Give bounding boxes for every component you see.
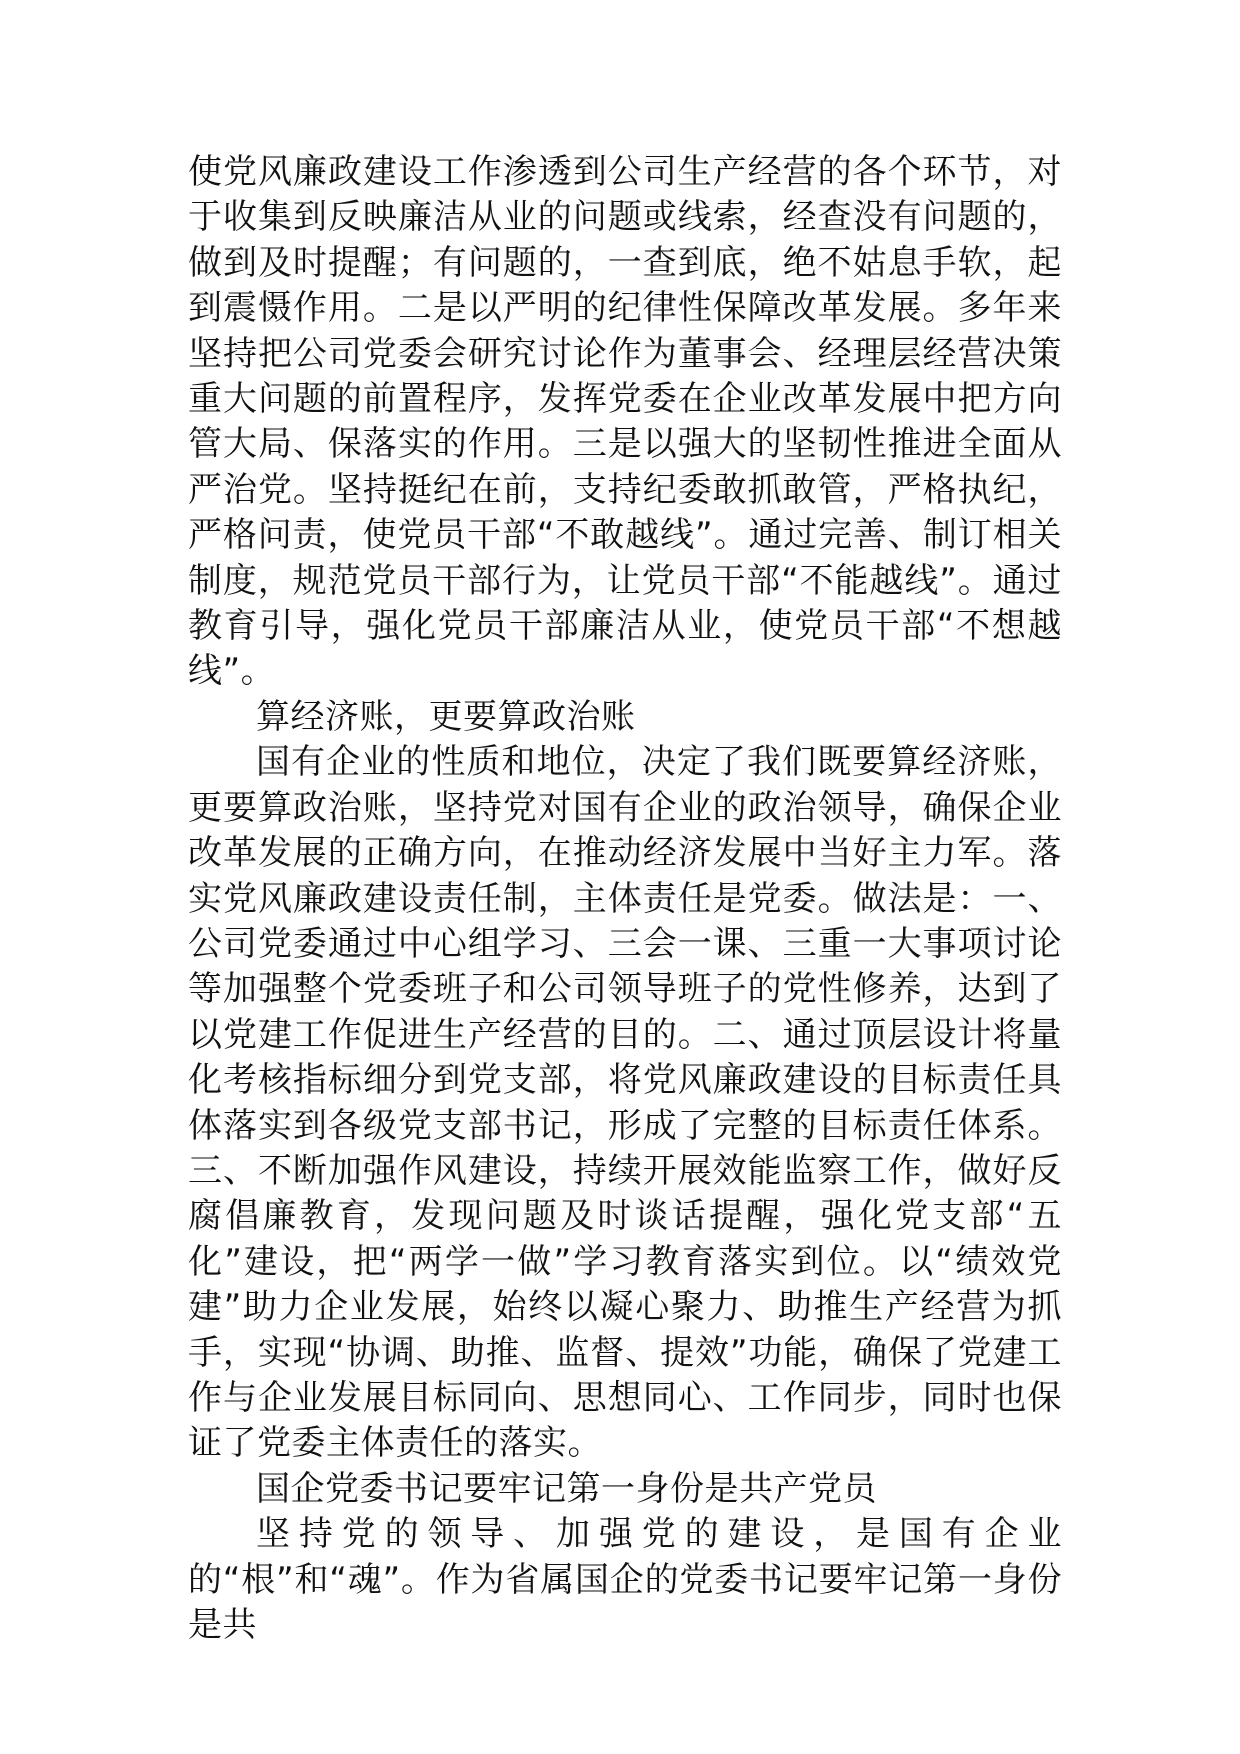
document-body <box>188 150 1062 1648</box>
paragraph-discipline-supervision: 使党风廉政建设工作渗透到公司生产经营的各个环节，对于收集到反映廉洁从业的问题或线索，经查没有问题的，做到及时提醒；有问题的，一查到底，绝不姑息手软，起到震慑作用。二是以严明的纪律性保障改革发展。多年来坚持把公司党委会研究讨论作为董事会、经理层经营决策重大问题的前置程序，发挥党委在企业改革发展中把方向管大局、保落实的作用。三是以强大的坚韧性推进全面从严治党。坚持挺纪在前，支持纪委敢抓敢管，严格执纪，严格问责，使党员干部“不敢越线”。通过完善、制订相关制度，规范党员干部行为，让党员干部“不能越线”。通过教育引导，强化党员干部廉洁从业，使党员干部“不想越线”。 <box>188 152 1062 692</box>
section-heading-party-secretary-identity: 国企党委书记要牢记第一身份是共产党员 <box>256 1468 877 1509</box>
section-heading-economic-political: 算经济账，更要算政治账 <box>256 696 636 737</box>
paragraph-party-responsibility: 国有企业的性质和地位，决定了我们既要算经济账，更要算政治账，坚持党对国有企业的政治领导，确保企业改革发展的正确方向，在推动经济发展中当好主力军。落实党风廉政建设责任制，主体责任是党委。做法是：一、公司党委通过中心组学习、三会一课、三重一大事项讨论等加强整个党委班子和公司领导班子的党性修养，达到了以党建工作促进生产经营的目的。二、通过顶层设计将量化考核指标细分到党支部，将党风廉政建设的目标责任具体落实到各级党支部书记，形成了完整的目标责任体系。三、不断加强作风建设，持续开展效能监察工作，做好反腐倡廉教育，发现问题及时谈话提醒，强化党支部“五化”建设，把“两学一做”学习教育落实到位。以“绩效党建”助力企业发展，始终以凝心聚力、助推生产经营为抓手，实现“协调、助推、监督、提效”功能，确保了党建工作与企业发展目标同向、思想同心、工作同步，同时也保证了党委主体责任的落实。 <box>188 742 1062 1464</box>
paragraph-party-leadership: 坚持党的领导、加强党的建设，是国有企业的“根”和“魂”。作为省属国企的党委书记要牢记第一身份是共 <box>188 1514 1062 1645</box>
